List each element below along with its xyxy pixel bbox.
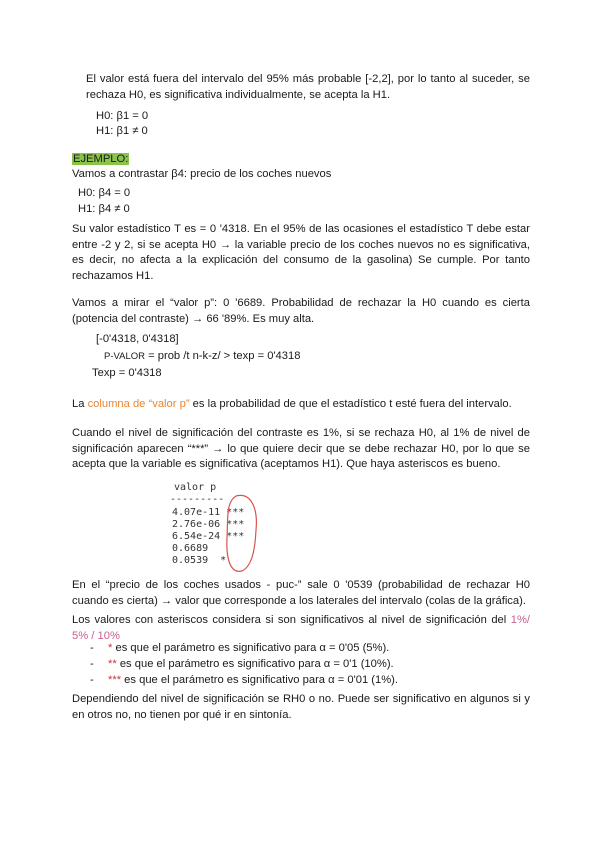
asterisk-levels: 1%/ 5% / 10% [72,614,530,642]
bullet-text: es que el parámetro es significativo para α = 0'1 (10%). [116,658,394,670]
hyp4-h1: H1: β4 ≠ 0 [78,203,130,215]
p-valor-label: P-VALOR [104,351,146,362]
asterisk-circle-annotation [222,492,262,574]
example-highlight: EJEMPLO: [73,153,129,165]
bullet-text: es que el parámetro es significativo para α = 0'01 (1%). [121,674,398,686]
final-paragraph: Dependiendo del nivel de significación se RH0 o no. Puede ser significativo en algunos si y en otros no, no tienen por qué ir en sintonía. [72,693,530,721]
interval: [-0'4318, 0'4318] [96,333,179,345]
column-description [72,397,512,412]
intro-paragraph: El valor está fuera del intervalo del 95% más probable [-2,2], por lo tanto al suceder, se rechaza H0, es significativa individualmente, se acepta la H1. [86,73,530,101]
asterisk-levels-paragraph [72,613,530,644]
column-highlight: columna de “valor p” [87,398,190,410]
p-valor-line [104,349,300,364]
example-label [72,152,129,167]
table-row: 0.0539 * [172,555,227,566]
bullet-dash: - [90,658,94,670]
significance-paragraph: Cuando el nivel de significación del contraste es 1%, si se rechaza H0, al 1% de nivel de significación aparecen “***” → lo que quiere decir que se debe rechazar H0, por lo que se acepta que la variable es significativa (aceptamos H1). Que haya asteriscos es bueno. [72,427,530,470]
bullet-text: es que el parámetro es significativo para α = 0'05 (5%). [112,642,390,654]
table-separator: --------- [170,494,225,505]
t-statistic-paragraph: Su valor estadístico T es = 0 '4318. En el 95% de las ocasiones el estadístico T debe estar entre -2 y 2, si se acepta H0 → la variable precio de los coches nuevos no es significativa, es decir, no afecta a la explicación del consumo de la gasolina) Se cumple. Por tanto rechazamos H1. [72,223,530,282]
table-row: 6.54e-24 *** [172,531,245,542]
list-item [108,673,398,688]
texp-line: Texp = 0'4318 [92,367,162,379]
asterisk-pre: Los valores con asteriscos considera si son significativos al nivel de significación del [72,614,511,626]
table-row: 4.07e-11 *** [172,507,245,518]
hyp1-h0: H0: β1 = 0 [96,110,149,122]
hyp1-h1: H1: β1 ≠ 0 [96,125,148,137]
column-post: es la probabilidad de que el estadístico t esté fuera del intervalo. [189,398,512,410]
list-item [108,657,394,672]
contrast-line: Vamos a contrastar β4: precio de los coches nuevos [72,168,332,180]
list-item [108,641,389,656]
bullet-stars: *** [108,674,122,686]
table-row: 0.6689 [172,543,209,554]
bullet-dash: - [90,674,94,686]
bullet-dash: - [90,642,94,654]
table-header: valor p [174,482,217,493]
bullet-stars: ** [108,658,117,670]
table-row: 2.76e-06 *** [172,519,245,530]
used-cars-paragraph: En el “precio de los coches usados - puc-” sale 0 '0539 (probabilidad de rechazar H0 cuando es cierta) → valor que corresponde a los laterales del intervalo (colas de la gráfica). [72,579,530,607]
hyp4-h0: H0: β4 = 0 [78,187,131,199]
column-pre: La [72,398,88,410]
p-value-paragraph: Vamos a mirar el “valor p”: 0 '6689. Probabilidad de rechazar la H0 cuando es cierta (potencia del contraste) → 66 '89%. Es muy alta. [72,297,530,325]
bullet-stars: * [108,642,113,654]
p-valor-rest: = prob /t n-k-z/ > texp = 0'4318 [145,350,301,362]
